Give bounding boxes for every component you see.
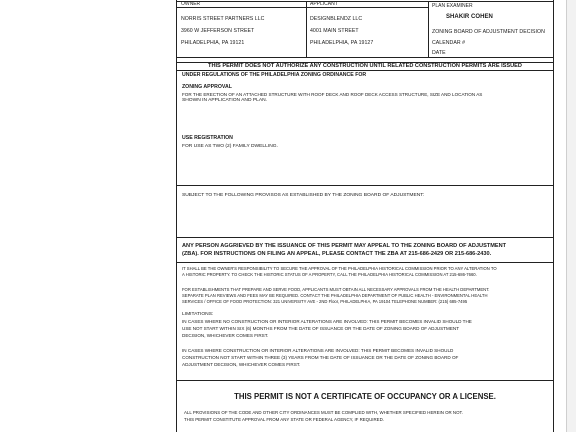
- limitations-p1-line3: DECISION, WHICHEVER COMES FIRST.: [182, 333, 269, 338]
- applicant-address: 4001 MAIN STREET: [310, 28, 359, 34]
- owner-applicant-divider: [306, 1, 307, 57]
- provisos-text: SUBJECT TO THE FOLLOWING PROVISOS AS ESTABLISHED BY THE ZONING BOARD OF ADJUSTMENT:: [182, 193, 425, 198]
- food-line1: FOR ESTABLISHMENTS THAT PREPARE AND SERVE FOOD, APPLICANTS MUST OBTAIN ALL NECESSARY APPROVALS FROM THE HEALTH DEPARTMENT.: [182, 287, 490, 292]
- use-registration-line1: FOR USE AS TWO (2) FAMILY DWELLING.: [182, 144, 278, 149]
- compliance-line1: ALL PROVISIONS OF THE CODE AND OTHER CITY ORDINANCES MUST BE COMPLIED WITH, WHETHER SPECIFIED HEREIN OR NOT.: [184, 410, 463, 415]
- appeal-line1: ANY PERSON AGGRIEVED BY THE ISSUANCE OF THIS PERMIT MAY APPEAL TO THE ZONING BOARD OF ADJUSTMENT: [182, 243, 507, 249]
- limitations-p2-line2: CONSTRUCTION NOT START WITHIN THREE (3) YEARS FROM THE DATE OF ISSUANCE OR THE DATE OF ZONING BOARD OF: [182, 355, 459, 360]
- applicant-label-rule: [306, 7, 428, 8]
- historical-line2: A HISTORIC PROPERTY. TO CHECK THE HISTORIC STATUS OF A PROPERTY, CALL THE PHILADELPHIA HISTORICAL COMMISSION AT 215-686-7660.: [182, 272, 477, 277]
- construction-notice: THIS PERMIT DOES NOT AUTHORIZE ANY CONSTRUCTION UNTIL RELATED CONSTRUCTION PERMITS ARE ISSUED: [208, 63, 522, 69]
- limitations-p2-line3: ADJUSTMENT DECISION, WHICHEVER COMES FIRST.: [182, 362, 301, 367]
- zoning-approval-line2: SHOWN IN APPLICATION AND PLAN.: [182, 98, 267, 103]
- appeal-line2: (ZBA). FOR INSTRUCTIONS ON FILING AN APPEAL, PLEASE CONTACT THE ZBA AT 215-686-2429 OR 215-686-2430.: [182, 251, 492, 257]
- examiner-date-label: DATE: [432, 50, 446, 56]
- applicant-city: PHILADELPHIA, PA 19127: [310, 40, 374, 46]
- header-top-rule: [176, 1, 554, 2]
- examiner-board-line: ZONING BOARD OF ADJUSTMENT DECISION: [432, 29, 545, 35]
- limitations-p1-line2: USE NOT START WITHIN SIX (6) MONTHS FROM THE DATE OF ISSUANCE OR THE DATE OF ZONING BOARD OF ADJUSTMENT: [182, 326, 460, 331]
- header-bottom-rule: [176, 57, 554, 58]
- appeal-top-rule: [176, 237, 554, 238]
- use-registration-heading: USE REGISTRATION: [182, 135, 233, 141]
- owner-city: PHILADELPHIA, PA 19121: [181, 40, 245, 46]
- historical-line1: IT SHALL BE THE OWNER'S RESPONSIBILITY TO SECURE THE APPROVAL OF THE PHILADELPHIA HISTORICAL COMMISSION PRIOR TO ANY ALTERATION TO: [182, 266, 497, 271]
- scan-edge: [566, 0, 576, 432]
- owner-label: OWNER: [181, 1, 201, 7]
- zoning-approval-heading: ZONING APPROVAL: [182, 84, 232, 90]
- owner-address: 3960 W JEFFERSON STREET: [181, 28, 255, 34]
- applicant-label: APPLICANT: [310, 1, 338, 7]
- food-line2: SEPARATE PLAN REVIEWS AND FEES MAY BE REQUIRED. CONTACT THE PHILADELPHIA DEPARTMENT OF PUBLIC HEALTH - ENVIRONMENTAL HEALTH: [182, 293, 488, 298]
- occupancy-top-rule: [176, 380, 554, 381]
- notice-bottom-rule: [176, 70, 554, 71]
- examiner-calendar-label: CALENDAR #: [432, 40, 466, 46]
- limitations-heading: LIMITATIONS:: [182, 312, 214, 317]
- owner-name: NORRIS STREET PARTNERS LLC: [181, 16, 265, 22]
- examiner-label: PLAN EXAMINER: [432, 3, 473, 9]
- limitations-p2-line1: IN CASES WHERE CONSTRUCTION OR INTERIOR ALTERATIONS ARE INVOLVED: THIS PERMIT BECOMES INVALID SHOULD: [182, 348, 454, 353]
- appeal-bottom-rule: [176, 262, 554, 263]
- applicant-examiner-divider: [428, 1, 429, 57]
- applicant-name: DESIGNBLENDZ LLC: [310, 16, 363, 22]
- appeal-notice: [182, 242, 552, 258]
- occupancy-notice: THIS PERMIT IS NOT A CERTIFICATE OF OCCUPANCY OR A LICENSE.: [234, 392, 496, 401]
- provisos-top-rule: [176, 185, 554, 186]
- zoning-approval-line1: FOR THE ERECTION OF AN ATTACHED STRUCTURE WITH ROOF DECK AND ROOF DECK ACCESS STRUCTURE, SIZE AND LOCATION AS: [182, 92, 483, 97]
- compliance-line2: THIS PERMIT CONSTITUTE APPROVAL FROM ANY STATE OR FEDERAL AGENCY, IF REQUIRED.: [184, 417, 384, 422]
- regulation-heading: UNDER REGULATIONS OF THE PHILADELPHIA ZONING ORDINANCE FOR: [182, 72, 367, 78]
- owner-label-rule: [176, 7, 306, 8]
- food-line3: SERVICES / OFFICE OF FOOD PROTECTION: 321 UNIVERSITY AVE - 2ND Floor, PHILADELPHIA, PA 19104 TELEPHONE NUMBER: (215) 685-7495: [182, 299, 468, 304]
- limitations-p1-line1: IN CASES WHERE NO CONSTRUCTION OR INTERIOR ALTERATIONS ARE INVOLVED: THIS PERMIT BECOMES INVALID SHOULD THE: [182, 319, 472, 324]
- examiner-name: SHAKIR COHEN: [446, 14, 493, 20]
